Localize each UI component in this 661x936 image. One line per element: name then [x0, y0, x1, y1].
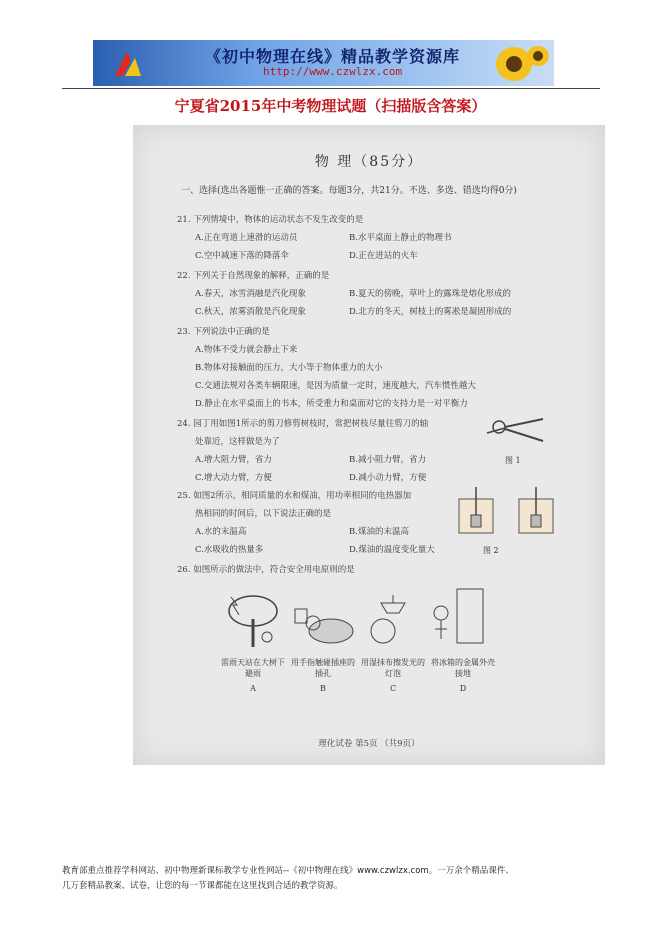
q24-option-b: B.减小阻力臂，省力: [349, 455, 426, 465]
q21-option-b: B.水平桌面上静止的物理书: [349, 233, 452, 243]
q22-stem: 22. 下列关于自然现象的解释，正确的是: [177, 271, 330, 281]
beakers-figure-icon: [449, 485, 569, 539]
fridge-ground-icon: [427, 585, 491, 649]
q26-caption-d: 将冰箱的金属外壳接地: [431, 658, 495, 678]
document-title: 宁夏省2015年中考物理试题（扫描版含答案）: [174, 97, 487, 115]
child-socket-icon: [293, 601, 357, 647]
section-title: 物 理（85分）: [314, 154, 424, 170]
footer-line-1: 教育部重点推荐学科网站、初中物理新课标教学专业性网站--《初中物理在线》www.czwlzx.com。一万余个精品课件、: [62, 866, 514, 876]
q26-letter-a: A: [250, 684, 256, 693]
q22-option-c: C.秋天，浓雾消散是汽化现象: [195, 307, 306, 317]
figure1-label: 图 1: [505, 456, 521, 465]
q22-option-a: A.春天，冰雪消融是汽化现象: [195, 289, 306, 299]
tree-lightning-icon: [223, 593, 283, 649]
scissors-figure-icon: [485, 415, 547, 449]
q25-stem-line2: 热相同的时间后，以下说法正确的是: [195, 509, 332, 519]
q26-caption-c: 用湿抹布擦发光的灯泡: [361, 658, 425, 678]
footer-line-2: 几万套精品教案、试卷，让您的每一节课都能在这里找到合适的教学资源。: [62, 881, 343, 891]
q24-stem-line1: 24. 园丁用如图1所示的剪刀修剪树枝时，常把树枝尽量往剪刀的轴: [177, 419, 429, 429]
wiping-lamp-icon: [363, 593, 419, 649]
q22-option-d: D.北方的冬天，树枝上的雾凇是凝固形成的: [349, 307, 512, 317]
sunflower-icon: [492, 42, 550, 86]
q23-option-b: B.物体对接触面的压力，大小等于物体重力的大小: [195, 363, 383, 373]
q21-option-a: A.正在弯道上速滑的运动员: [195, 233, 298, 243]
exam-page-number: 理化试卷 第5页 （共9页）: [318, 739, 420, 749]
footer-note: [62, 864, 607, 894]
q26-letter-b: B: [320, 684, 326, 693]
q24-option-a: A.增大阻力臂，省力: [195, 455, 272, 465]
banner-url[interactable]: http://www.czwlzx.com: [263, 65, 403, 78]
q24-stem-line2: 处靠近，这样做是为了: [195, 437, 281, 447]
q25-option-a: A.水的末温高: [195, 527, 247, 537]
q25-option-d: D.煤油的温度变化量大: [349, 545, 435, 555]
q26-caption-b: 用手指触碰插座的插孔: [291, 658, 355, 678]
scanned-exam-page: [133, 125, 605, 765]
figure2-label: 图 2: [483, 546, 499, 555]
q26-letter-d: D: [459, 684, 467, 693]
q26-caption-a: 雷雨天站在大树下避雨: [221, 658, 285, 678]
q21-option-c: C.空中减速下落的降落伞: [195, 251, 289, 261]
q23-option-d: D.静止在水平桌面上的书本，所受重力和桌面对它的支持力是一对平衡力: [195, 399, 468, 409]
q24-option-d: D.减小动力臂，方便: [349, 473, 427, 483]
q26-stem: 26. 如图所示的做法中，符合安全用电原则的是: [177, 565, 355, 575]
banner-title: 《初中物理在线》精品教学资源库: [205, 47, 461, 66]
q25-stem-line1: 25. 如图2所示，相同质量的水和煤油，用功率相同的电热器加: [177, 491, 412, 501]
q25-option-b: B.煤油的末温高: [349, 527, 409, 537]
q23-option-a: A.物体不受力就会静止下来: [195, 345, 298, 355]
q23-option-c: C.交通法规对各类车辆限速，是因为质量一定时，速度越大，汽车惯性越大: [195, 381, 476, 391]
q22-option-b: B.夏天的傍晚，草叶上的露珠是熔化形成的: [349, 289, 511, 299]
q23-stem: 23. 下列说法中正确的是: [177, 327, 270, 337]
q21-option-d: D.正在进站的火车: [349, 251, 418, 261]
q26-letter-c: C: [389, 684, 397, 693]
site-logo-icon: [111, 48, 145, 80]
section-instruction: 一、选择(选出各题惟一正确的答案。每题3分，共21分。不选、多选、错选均得0分): [181, 186, 517, 196]
q24-option-c: C.增大动力臂，方便: [195, 473, 272, 483]
header-banner: [93, 40, 554, 86]
q21-stem: 21. 下列情境中，物体的运动状态不发生改变的是: [177, 215, 364, 225]
header-rule: [62, 88, 600, 89]
q25-option-c: C.水吸收的热量多: [195, 545, 264, 555]
